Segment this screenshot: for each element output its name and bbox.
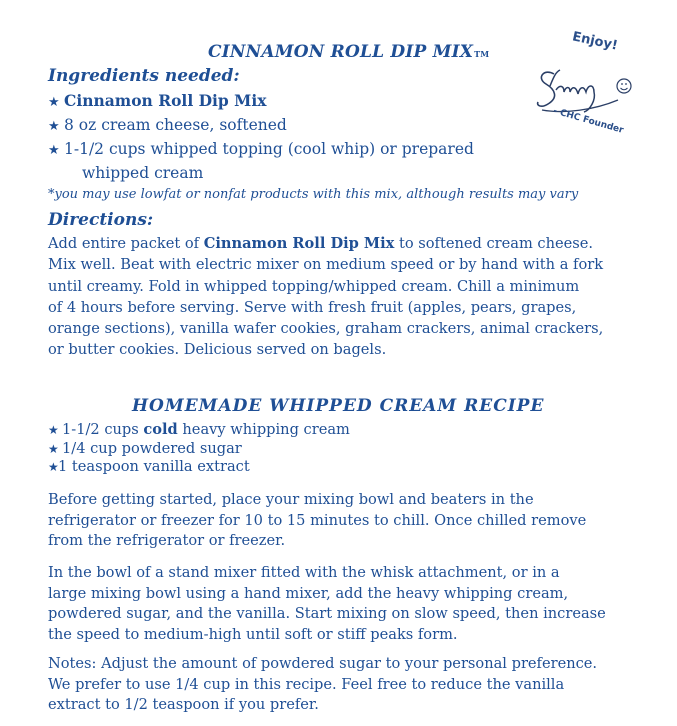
- ingredients-heading: Ingredients needed:: [48, 66, 240, 86]
- directions-heading: Directions:: [48, 210, 154, 230]
- signature-scribble-icon: [534, 64, 638, 122]
- whipped-cream-ingredients: [48, 421, 350, 477]
- prep-paragraph: Before getting started, place your mixing bowl and beaters in the refrigerator or freezer for 10 to 15 minutes to chill. Once chilled remove from the refrigerator or freezer.: [48, 491, 587, 549]
- directions-line: of 4 hours before serving. Serve with fresh fruit (apples, pears, grapes,: [48, 298, 577, 316]
- directions-line: Mix well. Beat with electric mixer on medium speed or by hand with a fork: [48, 256, 604, 274]
- notes-paragraph: Notes: Adjust the amount of powdered sugar to your personal preference. We prefer to use 1/4 cup in this recipe. Feel free to reduce the vanilla extract to 1/2 teaspoon if you prefer.: [48, 655, 598, 713]
- directions-line: Add entire packet of Cinnamon Roll Dip Mix to softened cream cheese.: [48, 235, 594, 252]
- list-item: ★1 teaspoon vanilla extract: [48, 458, 250, 475]
- list-item: ★ 1-1/2 cups whipped topping (cool whip) or prepared: [48, 138, 474, 162]
- directions-text: [48, 233, 658, 361]
- recipe-title: CINNAMON ROLL DIP MIXTM: [208, 42, 490, 62]
- list-item-continuation: whipped cream: [82, 164, 204, 182]
- lowfat-note: *you may use lowfat or nonfat products with this mix, although results may vary: [48, 187, 579, 202]
- founder-caption: - CHC Founder: [552, 106, 625, 136]
- star-icon: ★: [48, 119, 60, 134]
- star-icon: ★: [48, 441, 59, 456]
- ingredients-list: [48, 90, 474, 184]
- enjoy-text: Enjoy!: [570, 29, 619, 54]
- star-icon: ★: [48, 460, 59, 474]
- mixing-paragraph: In the bowl of a stand mixer fitted with the whisk attachment, or in a large mixing bowl using a hand mixer, add the heavy whipping cream, powdered sugar, and the vanilla. Start mixing on slow speed, then increase the speed to medium-high until soft or stiff peaks form.: [48, 564, 606, 643]
- list-item: ★ Cinnamon Roll Dip Mix: [48, 90, 474, 114]
- directions-line: until creamy. Fold in whipped topping/whipped cream. Chill a minimum: [48, 277, 580, 295]
- directions-line: orange sections), vanilla wafer cookies, graham crackers, animal crackers,: [48, 320, 604, 338]
- founder-signature: [528, 30, 648, 140]
- list-item: ★ 8 oz cream cheese, softened: [48, 114, 474, 138]
- trademark-mark: TM: [474, 49, 490, 59]
- list-item: ★ 1-1/2 cups cold heavy whipping cream: [48, 421, 350, 438]
- list-item: ★ 1/4 cup powdered sugar: [48, 439, 242, 457]
- star-icon: ★: [48, 423, 59, 437]
- whipped-cream-title: HOMEMADE WHIPPED CREAM RECIPE: [132, 396, 545, 416]
- directions-line: or butter cookies. Delicious served on bagels.: [48, 341, 387, 359]
- star-icon: ★: [48, 143, 60, 158]
- star-icon: ★: [48, 95, 60, 110]
